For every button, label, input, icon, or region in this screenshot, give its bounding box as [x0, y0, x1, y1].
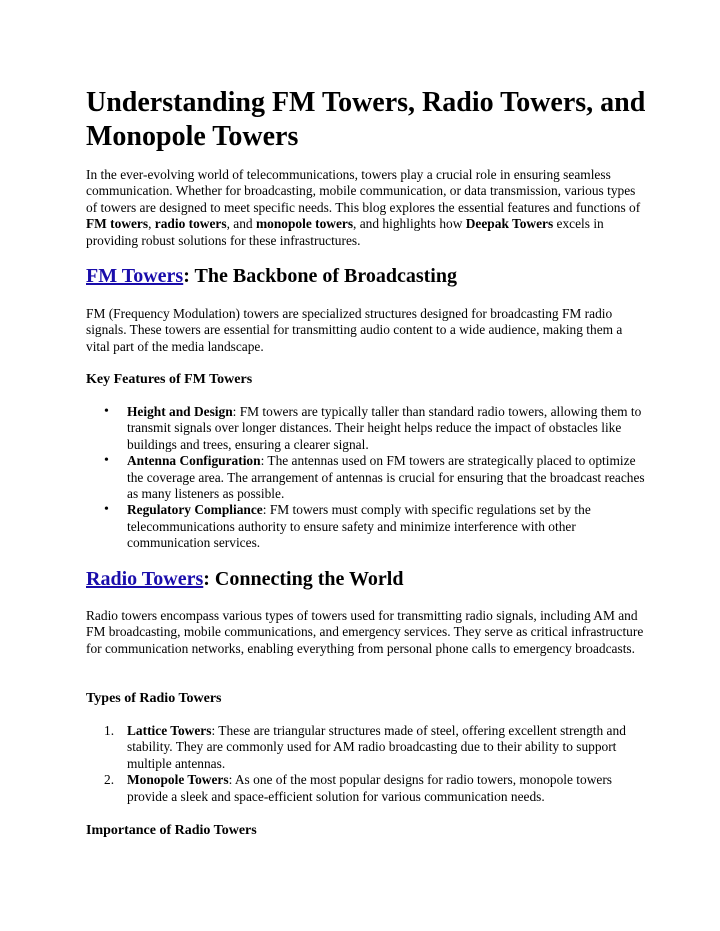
radio-importance-heading: Importance of Radio Towers — [86, 823, 257, 838]
intro-bold-deepak: Deepak Towers — [465, 216, 554, 232]
list-item-number: 2. — [104, 772, 115, 788]
radio-section-heading — [86, 567, 403, 591]
fm-section-heading — [86, 264, 457, 288]
intro-bold-radio: radio towers — [154, 216, 227, 232]
fm-features-list — [86, 404, 646, 552]
list-item — [86, 502, 646, 551]
list-item — [86, 453, 646, 502]
radio-towers-link[interactable]: Radio Towers — [86, 568, 204, 590]
intro-text: , and highlights how — [353, 216, 466, 232]
list-item — [86, 772, 646, 805]
page-title: Understanding FM Towers, Radio Towers, and Monopole Towers — [86, 87, 646, 152]
list-item-text: : The antennas used on FM towers are strategically placed to optimize the coverage area. The arrangement of antennas is crucial for ensuring that the broadcast reaches as many listeners as possible. — [127, 453, 645, 502]
list-item-term: Height and Design — [127, 404, 233, 419]
fm-heading-text: : The Backbone of Broadcasting — [183, 265, 457, 287]
list-item — [86, 404, 646, 453]
list-item-number: 1. — [104, 723, 115, 738]
list-item-term: Monopole Towers — [127, 772, 229, 788]
intro-text: , — [148, 216, 155, 232]
list-item-text: : FM towers are typically taller than standard radio towers, allowing them to transmit signals over longer distances. Their height helps reduce the impact of obstacles like buildings and trees, ensuring a clearer signal. — [127, 404, 642, 452]
fm-paragraph: FM (Frequency Modulation) towers are specialized structures designed for broadcasting FM radio signals. These towers are essential for transmitting audio content to a wide audience, making them a vital part of the media landscape. — [86, 306, 623, 354]
list-item-term: Regulatory Compliance — [127, 502, 263, 518]
list-item — [86, 723, 646, 772]
intro-paragraph — [86, 167, 646, 249]
intro-bold-monopole: monopole towers — [255, 216, 354, 232]
list-item-text: : As one of the most popular designs for radio towers, monopole towers provide a sleek and space-efficient solution for various communication needs. — [127, 772, 612, 804]
intro-text: excels in providing robust solutions for these infrastructures. — [86, 216, 604, 248]
radio-heading-text: : Connecting the World — [203, 568, 404, 590]
intro-text: In the ever-evolving world of telecommunications, towers play a crucial role in ensuring seamless communication. Whether for broadcasting, mobile communication, or data transmission, various types of towers are designed to meet specific needs. This blog explores the essential features and functions of — [86, 167, 641, 215]
fm-towers-link[interactable]: FM Towers — [86, 265, 184, 287]
radio-types-list — [86, 723, 646, 805]
radio-types-heading: Types of Radio Towers — [86, 691, 222, 706]
list-item-text: : FM towers must comply with specific regulations set by the telecommunications authority to ensure safety and minimize interference with other communication services. — [127, 502, 591, 551]
fm-features-heading: Key Features of FM Towers — [86, 372, 253, 387]
list-item-text: : These are triangular structures made of steel, offering excellent strength and stability. They are commonly used for AM radio broadcasting due to their ability to support multiple antennas. — [127, 723, 626, 771]
intro-bold-fm: FM towers — [86, 216, 149, 232]
intro-text: , and — [226, 216, 256, 232]
list-item-term: Antenna Configuration — [127, 453, 261, 469]
radio-paragraph: Radio towers encompass various types of towers used for transmitting radio signals, including AM and FM broadcasting, mobile communications, and emergency services. They serve as critical infrastructure for communication networks, enabling everything from personal phone calls to emergency broadcasts. — [86, 608, 644, 656]
list-item-term: Lattice Towers — [127, 723, 212, 738]
